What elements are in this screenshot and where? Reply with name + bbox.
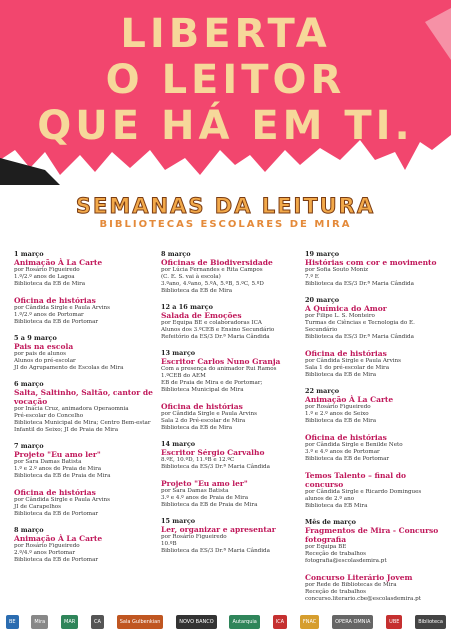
event-detail: EB de Praia de Mira e de Portomar; bbox=[161, 380, 263, 386]
event-detail: 1.º e 2.º anos de Praia de Mira bbox=[14, 466, 102, 472]
event-item bbox=[305, 296, 445, 341]
event-detail: fotografia@escolasdemira.pt bbox=[305, 558, 387, 564]
event-title: Oficina de histórias bbox=[14, 488, 96, 497]
event-item bbox=[305, 349, 445, 379]
sponsor-logo: NOVO BANCO bbox=[176, 615, 216, 629]
sponsor-logo: MAR bbox=[61, 615, 78, 629]
sponsor-logo: Biblioteca bbox=[415, 615, 446, 629]
event-detail: Alunos dos 3.ºCEB e Ensino Secundário bbox=[161, 327, 275, 333]
event-title: Animação À La Carte bbox=[305, 395, 394, 404]
event-detail: 7.º E bbox=[305, 274, 319, 280]
event-detail: concurso.literario.cbe@escolasdemira.pt bbox=[305, 596, 421, 602]
event-detail: por Cândida Sirgle e Ricardo Domingues bbox=[305, 489, 422, 495]
event-detail: Refeitório da ES/3 Dr.ª Maria Cândida bbox=[161, 334, 270, 340]
event-detail: por Filipe L. S. Monteiro bbox=[305, 313, 375, 319]
event-date: Mês de março bbox=[305, 518, 357, 526]
event-detail: 8.ºE, 10.ºD, 11.ºB e 12.ºC bbox=[161, 457, 235, 463]
event-title: Projeto "Eu amo ler" bbox=[161, 479, 248, 488]
event-date: 14 março bbox=[161, 440, 196, 448]
event-item bbox=[305, 573, 445, 603]
schedule-column-1 bbox=[14, 250, 154, 572]
event-item bbox=[14, 334, 154, 372]
sponsor-logo: BE bbox=[6, 615, 19, 629]
event-title: Oficina de histórias bbox=[161, 402, 243, 411]
event-date: 12 a 16 março bbox=[161, 303, 213, 311]
event-detail: Biblioteca da EB de Praia de Mira bbox=[161, 502, 258, 508]
event-detail: por Rosário Figueiredo bbox=[161, 534, 227, 540]
event-item bbox=[161, 479, 301, 509]
event-title: Oficina de histórias bbox=[305, 349, 387, 358]
event-title: Fragmentos de Mira - Concurso fotografia bbox=[305, 526, 439, 544]
event-item bbox=[305, 518, 445, 565]
sponsor-logo: Mira bbox=[31, 615, 48, 629]
event-detail: Sala 1 do pré-escolar de Mira bbox=[305, 365, 390, 371]
event-detail: alunos de 2.º ano bbox=[305, 496, 355, 502]
event-detail: 1.º/2.º anos de Lagoa bbox=[14, 274, 75, 280]
event-detail: por Cândida Sirgle e Paula Arvins bbox=[14, 497, 111, 503]
event-detail: por Rosário Figueiredo bbox=[14, 543, 80, 549]
event-item bbox=[14, 250, 154, 288]
event-title: Projeto "Eu amo ler" bbox=[14, 450, 101, 459]
event-detail: Biblioteca da EB de Mira bbox=[305, 372, 377, 378]
event-detail: Receção de trabalhos bbox=[305, 589, 367, 595]
event-date: 1 março bbox=[14, 250, 44, 258]
event-detail: Receção de trabalhos bbox=[305, 551, 367, 557]
event-title: Oficinas de Biodiversidade bbox=[161, 258, 273, 267]
event-detail: Biblioteca da ES/3 Dr.ª Maria Cândida bbox=[305, 281, 414, 287]
event-detail: Biblioteca da EB de Mira bbox=[14, 281, 86, 287]
event-detail: Pré-escolar do Concelho bbox=[14, 413, 84, 419]
event-detail: por Sara Damas Batista bbox=[161, 488, 229, 494]
hero-line-3: QUE HÁ EM TI. bbox=[37, 103, 414, 149]
event-detail: Biblioteca da ES/3 Dr.ª Maria Cândida bbox=[161, 464, 270, 470]
event-detail: Biblioteca da EB de Portomar bbox=[305, 456, 390, 462]
event-date: 22 março bbox=[305, 387, 340, 395]
event-detail: por Equipa BE bbox=[305, 544, 347, 550]
event-detail: Biblioteca da EB de Mira bbox=[161, 425, 233, 431]
event-item bbox=[14, 488, 154, 518]
event-date: 7 março bbox=[14, 442, 44, 450]
event-title: Salada de Emoções bbox=[161, 311, 242, 320]
event-date: 8 março bbox=[161, 250, 191, 258]
event-detail: (C. E. S. vai à escola) bbox=[161, 274, 221, 280]
event-item bbox=[305, 250, 445, 288]
event-date: 5 a 9 março bbox=[14, 334, 57, 342]
event-detail: JI do Agrupamento de Escolas de Mira bbox=[14, 365, 124, 371]
event-title: Pais na escola bbox=[14, 342, 74, 351]
event-detail: 1.º e 2.º anos de Seixo bbox=[305, 411, 369, 417]
sponsor-logo: UBE bbox=[386, 615, 402, 629]
event-item bbox=[305, 471, 445, 510]
event-detail: JI de Carapelhos bbox=[14, 504, 62, 510]
sponsor-logo: OPERA OMNIA bbox=[332, 615, 373, 629]
event-date: 20 março bbox=[305, 296, 340, 304]
event-detail: Biblioteca da EB de Mira bbox=[161, 288, 233, 294]
sponsor-logo: FNAC bbox=[300, 615, 319, 629]
event-title: Escritor Carlos Nuno Granja bbox=[161, 357, 281, 366]
event-detail: Biblioteca da ES/3 Dr.ª Maria Cândida bbox=[305, 334, 414, 340]
event-detail: Infantil do Seixo; JI de Praia de Mira bbox=[14, 427, 119, 433]
event-title: Animação À La Carte bbox=[14, 534, 103, 543]
event-detail: Sala 2 do Pré-escolar de Mira bbox=[161, 418, 246, 424]
schedule-column-3 bbox=[305, 250, 445, 611]
hero-line-1: LIBERTA bbox=[120, 11, 331, 57]
event-detail: por Rosário Figueiredo bbox=[305, 404, 371, 410]
event-detail: Alunos do pré-escolar bbox=[14, 358, 76, 364]
event-title: Oficina de histórias bbox=[305, 433, 387, 442]
event-detail: por pais de alunos bbox=[14, 351, 66, 357]
event-title: Oficina de histórias bbox=[14, 296, 96, 305]
event-title: Concurso Literário Jovem bbox=[305, 573, 413, 582]
event-item bbox=[305, 433, 445, 463]
event-item bbox=[305, 387, 445, 425]
event-item bbox=[14, 380, 154, 434]
event-detail: por Sofia Souto Moniz bbox=[305, 267, 369, 273]
event-detail: por Rosário Figueiredo bbox=[14, 267, 80, 273]
event-item bbox=[14, 526, 154, 564]
event-detail: Biblioteca Municipal de Mira; Centro Bem-estar bbox=[14, 420, 151, 426]
event-detail: Com a presença do animador Rui Ramos bbox=[161, 366, 277, 372]
event-date: 15 março bbox=[161, 517, 196, 525]
event-detail: Biblioteca da EB de Portomar bbox=[14, 511, 99, 517]
event-item bbox=[161, 440, 301, 471]
event-title: Histórias com cor e movimento bbox=[305, 258, 437, 267]
page-title: SEMANAS DA LEITURA bbox=[75, 194, 376, 218]
sponsor-logo: ICA bbox=[273, 615, 287, 629]
sponsor-logo: CA bbox=[91, 615, 104, 629]
event-detail: 3.º e 4.º anos de Portomar bbox=[305, 449, 380, 455]
event-title: Ler, organizar e apresentar bbox=[161, 525, 276, 534]
event-detail: Biblioteca da EB Mira bbox=[305, 503, 368, 509]
event-title: Animação À La Carte bbox=[14, 258, 103, 267]
page-subtitle: BIBLIOTECAS ESCOLARES DE MIRA bbox=[99, 219, 352, 230]
event-date: 19 março bbox=[305, 250, 340, 258]
event-detail: Biblioteca da EB de Mira bbox=[305, 418, 377, 424]
event-date: 6 março bbox=[14, 380, 44, 388]
event-title: Salta, Saltinho, Saltão, cantor de vocação bbox=[14, 388, 153, 406]
event-detail: Biblioteca Municipal de Mira bbox=[161, 387, 244, 393]
event-detail: Biblioteca da ES/3 Dr.ª Maria Cândida bbox=[161, 548, 270, 554]
event-detail: por Cândida Sirgle e Benilde Neto bbox=[305, 442, 403, 448]
event-title: Temos Talento – final do concurso bbox=[305, 471, 406, 489]
event-detail: 10.ºB bbox=[161, 541, 177, 547]
event-item bbox=[161, 517, 301, 555]
event-detail: por Cândida Sirgle e Paula Arvins bbox=[161, 411, 258, 417]
event-detail: por Inácia Cruz, animadora Operaomnia bbox=[14, 406, 129, 412]
event-item bbox=[14, 296, 154, 326]
event-date: 8 março bbox=[14, 526, 44, 534]
event-item bbox=[161, 250, 301, 295]
event-detail: por Rede de Bibliotecas de Mira bbox=[305, 582, 397, 588]
event-detail: 1.ºCEB do AEM bbox=[161, 373, 206, 379]
event-date: 13 março bbox=[161, 349, 196, 357]
hero-line-2: O LEITOR bbox=[105, 57, 346, 103]
event-detail: por Cândida Sirgle e Paula Arvins bbox=[305, 358, 402, 364]
sponsor-logo: Sala Gulbenkian bbox=[117, 615, 164, 629]
event-detail: 3.º e 4.º anos de Praia de Mira bbox=[161, 495, 249, 501]
event-detail: Biblioteca da EB de Portomar bbox=[14, 557, 99, 563]
event-detail: Turmas de Ciências e Tecnologia do E. Secundário bbox=[305, 320, 415, 333]
event-detail: por Cândida Sirgle e Paula Arvins bbox=[14, 305, 111, 311]
event-title: A Química do Amor bbox=[305, 304, 387, 313]
event-item bbox=[14, 442, 154, 480]
sponsor-logo: Autarquia bbox=[229, 615, 259, 629]
event-detail: por Equipa BE e colaboradoras ICA bbox=[161, 320, 262, 326]
event-detail: Biblioteca da EB de Portomar bbox=[14, 319, 99, 325]
event-title: Escritor Sérgio Carvalho bbox=[161, 448, 265, 457]
sponsor-logos bbox=[6, 610, 446, 634]
event-detail: Biblioteca da EB de Praia de Mira bbox=[14, 473, 111, 479]
event-detail: por Lúcia Fernandes e Rita Campos bbox=[161, 267, 263, 273]
schedule-column-2 bbox=[161, 250, 301, 563]
event-item bbox=[161, 303, 301, 341]
event-item bbox=[161, 349, 301, 394]
event-detail: 1.º/2.º anos de Portomar bbox=[14, 312, 84, 318]
event-detail: 3.ºano, 4.ºano, 5.ºA, 5.ºB, 5.ºC, 5.ºD bbox=[161, 281, 264, 287]
event-item bbox=[161, 402, 301, 432]
event-detail: 2.º/4.º anos Portomar bbox=[14, 550, 76, 556]
event-detail: por Sara Damas Batista bbox=[14, 459, 82, 465]
